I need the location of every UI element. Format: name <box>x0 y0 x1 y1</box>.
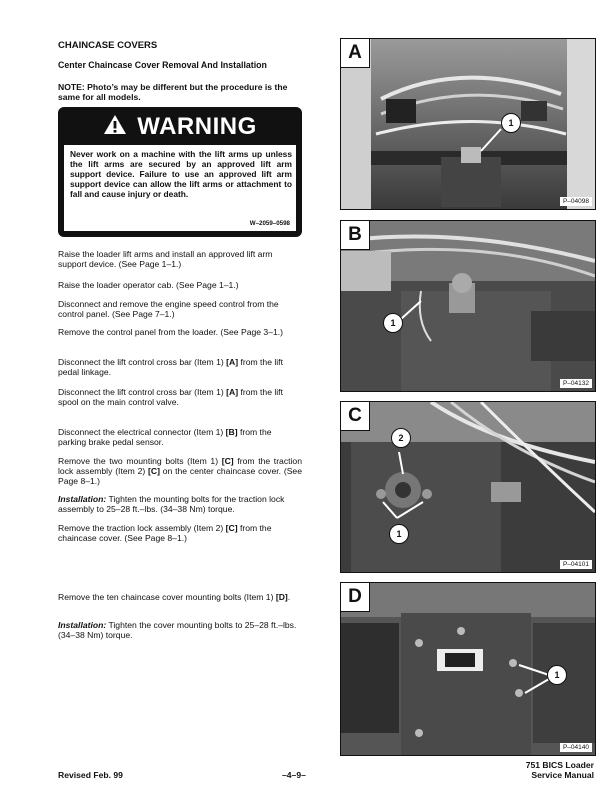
photo-ref: [B] <box>225 427 238 437</box>
photo-d-label: D <box>341 583 370 612</box>
footer-manual-title: Service Manual <box>531 770 594 780</box>
photo-a <box>340 38 596 210</box>
photo-b-image <box>341 221 595 391</box>
footer-manual <box>498 760 594 780</box>
photo-d <box>340 582 596 756</box>
photo-b-label: B <box>341 221 370 250</box>
warning-body <box>64 145 296 231</box>
photo-ref: [C] <box>148 466 160 476</box>
note-label: NOTE: <box>58 82 85 92</box>
photo-c-label: C <box>341 402 370 431</box>
callout-1: 1 <box>501 113 521 133</box>
step-4: Remove the control panel from the loader. (See Page 3–1.) <box>58 327 284 337</box>
note <box>58 82 308 102</box>
photo-ref: [A] <box>226 357 239 367</box>
step-7: Disconnect the electrical connector (Item 1) [B] from the parking brake pedal sensor. <box>58 427 272 447</box>
footer-model: 751 BICS Loader <box>525 760 594 770</box>
section-heading: CHAINCASE COVERS <box>58 40 158 51</box>
photo-b-code: P–04132 <box>560 379 592 388</box>
warning-code: W–2059–0598 <box>249 220 290 227</box>
callout-1: 1 <box>389 524 409 544</box>
warning-text: Never work on a machine with the lift arms up unless the lift arms are secured by an approved lift arm support device. Failure to use an approved lift arm support device can allow the lift arms or attachment to fall and cause injury or death. <box>70 149 292 199</box>
photo-c-code: P–04101 <box>560 560 592 569</box>
callout-2: 2 <box>391 428 411 448</box>
warning-triangle-icon <box>103 114 127 142</box>
photo-d-code: P–04140 <box>560 743 592 752</box>
warning-title: WARNING <box>137 113 257 140</box>
step-8: Remove the two mounting bolts (Item 1) [C] from the traction lock assembly (Item 2) [C] on the center chaincase cover. (See Page 8–1.) <box>58 456 302 486</box>
step-1: Raise the loader lift arms and install an approved lift arm support device. (See Page 1–1.) <box>58 249 273 269</box>
page-number: –4–9– <box>282 770 306 780</box>
warning-header <box>58 113 302 142</box>
footer-revision: Revised Feb. 99 <box>58 770 123 780</box>
photo-a-code: P–04098 <box>560 197 592 206</box>
step-9-installation: Installation: Tighten the mounting bolts for the traction lock assembly to 25–28 ft.–lbs. (34–38 Nm) torque. <box>58 494 285 514</box>
photo-ref: [C] <box>225 523 238 533</box>
photo-b <box>340 220 596 392</box>
photo-a-label: A <box>341 39 370 68</box>
note-text: Photo’s may be different but the procedure is the same for all models. <box>58 82 288 102</box>
photo-ref: [A] <box>226 387 239 397</box>
callout-1: 1 <box>547 665 567 685</box>
photo-c <box>340 401 596 573</box>
step-5: Disconnect the lift control cross bar (Item 1) [A] from the lift pedal linkage. <box>58 357 283 377</box>
photo-ref: [D] <box>275 592 288 602</box>
warning-box <box>58 107 302 237</box>
installation-label: Installation: <box>58 620 107 630</box>
procedure-heading: Center Chaincase Cover Removal And Installation <box>58 60 267 70</box>
step-6: Disconnect the lift control cross bar (Item 1) [A] from the lift spool on the main control valve. <box>58 387 283 407</box>
step-3: Disconnect and remove the engine speed control from the control panel. (See Page 7–1.) <box>58 299 279 319</box>
step-11: Remove the ten chaincase cover mounting bolts (Item 1) [D]. <box>58 592 291 602</box>
photo-c-image <box>341 402 595 572</box>
step-10: Remove the traction lock assembly (Item 2) [C] from the chaincase cover. (See Page 8–1.) <box>58 523 272 543</box>
callout-1: 1 <box>383 313 403 333</box>
installation-label: Installation: <box>58 494 107 504</box>
step-2: Raise the loader operator cab. (See Page 1–1.) <box>58 280 239 290</box>
photo-ref: [C] <box>221 456 234 466</box>
step-12-installation: Installation: Tighten the cover mounting bolts to 25–28 ft.–lbs. (34–38 Nm) torque. <box>58 620 297 640</box>
photo-a-image <box>341 39 595 209</box>
